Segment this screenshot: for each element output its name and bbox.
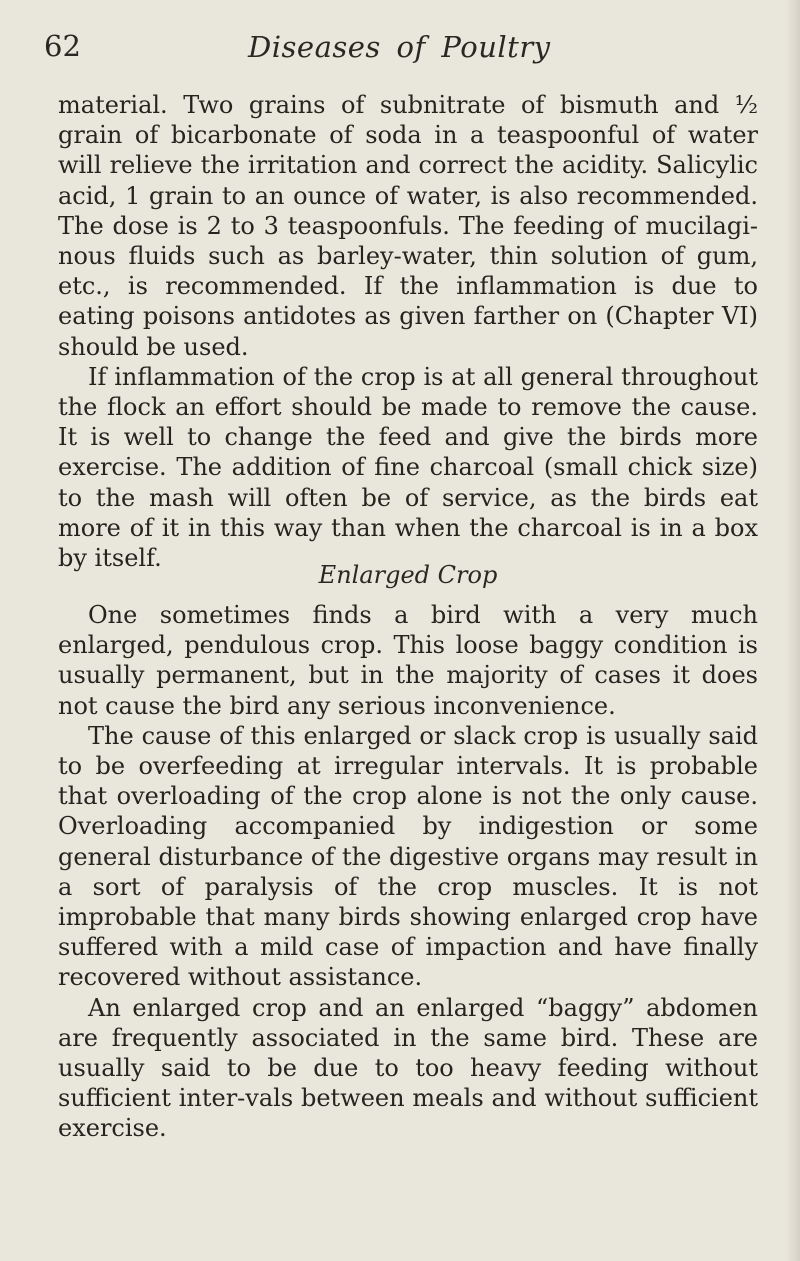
paragraph-enlarged-crop-cause: The cause of this enlarged or slack crop is usually said to be overfeeding at irregular intervals. It is probable that overloading of the crop alone is not the only cause. Overloading accompanied by indigestion or some general disturbance of the digestive organs may result in a sort of paralysis of the crop muscles. It is not improbable that many birds showing enlarged crop have suffered with a mild case of impaction and have finally recovered without assistance. bbox=[58, 721, 758, 992]
page-edge-shadow bbox=[786, 0, 800, 1261]
paragraph-flock-inflammation: If inflammation of the crop is at all general throughout the flock an effort should be made to remove the cause. It is well to change the feed and give the birds more exercise. The addition of fine charcoal (small chick size) to the mash will often be of service, as the birds eat more of it in this way than when the charcoal is in a box by itself. bbox=[58, 362, 758, 573]
section-body bbox=[58, 600, 758, 1144]
running-title: Diseases of Poultry bbox=[248, 30, 551, 64]
paragraph-treatment: material. Two grains of subnitrate of bismuth and ½ grain of bicarbonate of soda in a teaspoonful of water will relieve the irritation and correct the acidity. Salicylic acid, 1 grain to an ounce of water, is also recommended. The dose is 2 to 3 teaspoonfuls. The feeding of mucilagi-nous fluids such as barley-water, thin solution of gum, etc., is recommended. If the inflammation is due to eating poisons antidotes as given farther on (Chapter VI) should be used. bbox=[58, 91, 758, 361]
page-number: 62 bbox=[44, 29, 81, 63]
section-heading: Enlarged Crop bbox=[318, 561, 498, 589]
body-text-continued bbox=[58, 90, 758, 573]
paragraph-baggy-abdomen: An enlarged crop and an enlarged “baggy” abdomen are frequently associated in the same bird. These are usually said to be due to too heavy feeding without sufficient inter-vals between meals and without sufficient exercise. bbox=[58, 993, 758, 1143]
page-header bbox=[0, 0, 800, 90]
paragraph-enlarged-crop-intro: One sometimes finds a bird with a very much enlarged, pendulous crop. This loose baggy condition is usually permanent, but in the majority of cases it does not cause the bird any serious inconvenience. bbox=[58, 601, 758, 720]
